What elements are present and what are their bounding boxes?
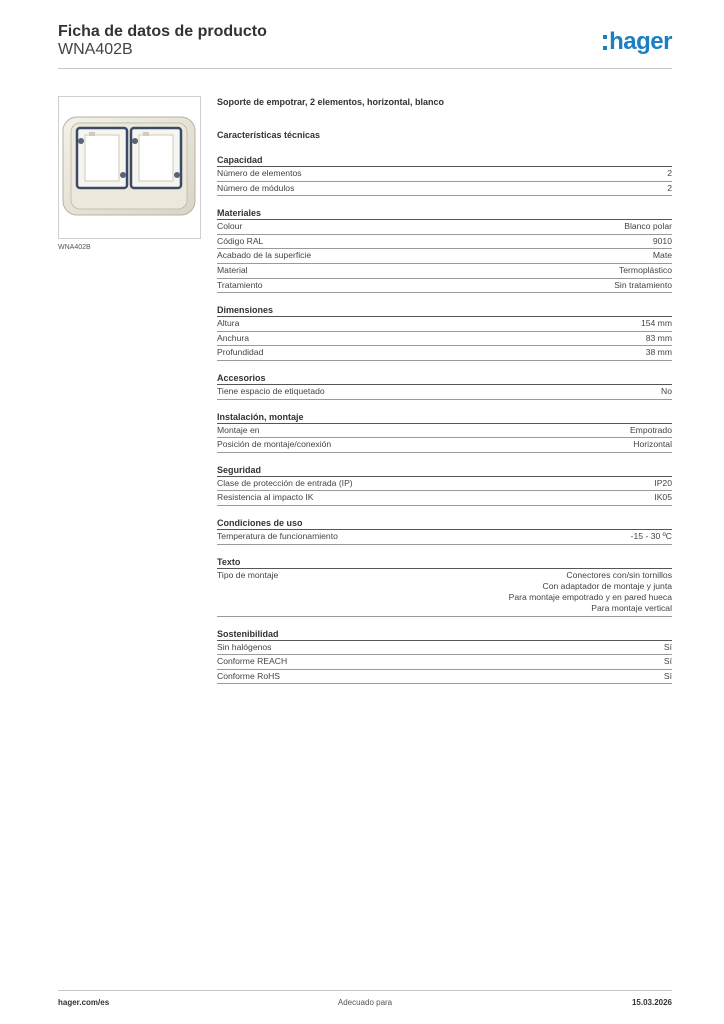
spec-value: 9010 bbox=[652, 235, 672, 246]
spec-content bbox=[217, 96, 672, 694]
spec-row bbox=[217, 641, 672, 656]
spec-label: Temperatura de funcionamiento bbox=[217, 530, 338, 541]
spec-value: Empotrado bbox=[629, 424, 672, 435]
section-title: Texto bbox=[217, 555, 672, 569]
spec-row bbox=[217, 182, 672, 197]
spec-value: Termoplástico bbox=[618, 264, 672, 275]
page-title: Ficha de datos de producto bbox=[58, 23, 267, 40]
spec-value-line: Conectores con/sin tornillos bbox=[566, 569, 672, 580]
footer-suitability: Adecuado para bbox=[337, 998, 393, 1007]
spec-label: Altura bbox=[217, 318, 240, 329]
spec-value: Sí bbox=[663, 641, 672, 652]
spec-section bbox=[217, 371, 672, 400]
spec-label: Sin halógenos bbox=[217, 641, 272, 652]
footer-website: hager.com/es bbox=[58, 998, 110, 1007]
spec-section bbox=[217, 206, 672, 293]
spec-row bbox=[217, 569, 672, 617]
section-title: Condiciones de uso bbox=[217, 516, 672, 530]
spec-label: Número de módulos bbox=[217, 182, 295, 193]
spec-value: IP20 bbox=[654, 477, 672, 488]
spec-value-line: Con adaptador de montaje y junta bbox=[542, 580, 672, 591]
section-title: Accesorios bbox=[217, 371, 672, 385]
spec-section bbox=[217, 410, 672, 453]
spec-value bbox=[509, 569, 672, 616]
spec-row bbox=[217, 491, 672, 506]
spec-label: Tipo de montaje bbox=[217, 569, 279, 580]
spec-row bbox=[217, 279, 672, 294]
spec-row bbox=[217, 530, 672, 545]
spec-label: Montaje en bbox=[217, 424, 260, 435]
spec-label: Colour bbox=[217, 221, 243, 232]
spec-value-line: Para montaje empotrado y en pared hueca bbox=[508, 591, 672, 602]
spec-value: 83 mm bbox=[645, 332, 672, 343]
spec-label: Profundidad bbox=[217, 347, 264, 358]
spec-section bbox=[217, 555, 672, 617]
spec-label: Número de elementos bbox=[217, 168, 302, 178]
mounting-frame-picture bbox=[59, 97, 200, 238]
spec-row bbox=[217, 332, 672, 347]
spec-value: Horizontal bbox=[633, 439, 672, 450]
spec-value: 38 mm bbox=[645, 347, 672, 358]
spec-value: Sí bbox=[663, 656, 672, 667]
logo-colon-icon bbox=[603, 28, 607, 55]
spec-value: Blanco polar bbox=[624, 221, 672, 232]
spec-value: Mate bbox=[652, 250, 672, 261]
spec-row bbox=[217, 424, 672, 439]
spec-label: Conforme RoHS bbox=[217, 670, 281, 681]
spec-value: IK05 bbox=[654, 492, 672, 503]
spec-value: 2 bbox=[667, 182, 672, 193]
spec-section bbox=[217, 153, 672, 196]
spec-label: Resistencia al impacto IK bbox=[217, 492, 314, 503]
tech-heading: Características técnicas bbox=[217, 130, 321, 140]
spec-row bbox=[217, 477, 672, 492]
spec-label: Material bbox=[217, 264, 248, 275]
spec-value-line: Para montaje vertical bbox=[591, 602, 672, 613]
spec-value: 154 mm bbox=[640, 318, 672, 329]
spec-label: Posición de montaje/conexión bbox=[217, 439, 332, 450]
section-title: Capacidad bbox=[217, 153, 672, 167]
spec-label: Código RAL bbox=[217, 235, 264, 246]
spec-row bbox=[217, 385, 672, 400]
hager-logo bbox=[603, 28, 672, 56]
spec-row bbox=[217, 655, 672, 670]
spec-section bbox=[217, 627, 672, 685]
section-title: Instalación, montaje bbox=[217, 410, 672, 424]
spec-value: -15 - 30 ºC bbox=[630, 530, 672, 541]
spec-value: 2 bbox=[667, 168, 672, 178]
product-description: Soporte de empotrar, 2 elementos, horizontal, blanco bbox=[217, 97, 445, 107]
footer-date: 15.03.2026 bbox=[631, 998, 672, 1007]
product-reference: WNA402B bbox=[58, 41, 133, 58]
section-title: Dimensiones bbox=[217, 303, 672, 317]
spec-sections bbox=[217, 153, 672, 684]
spec-row bbox=[217, 670, 672, 685]
spec-value: Sí bbox=[663, 670, 672, 681]
product-image bbox=[58, 96, 201, 239]
section-title: Seguridad bbox=[217, 463, 672, 477]
spec-label: Tiene espacio de etiquetado bbox=[217, 385, 325, 396]
spec-label: Conforme REACH bbox=[217, 656, 288, 667]
spec-row bbox=[217, 167, 672, 182]
header-divider bbox=[58, 68, 672, 69]
spec-row bbox=[217, 438, 672, 453]
footer-divider bbox=[58, 990, 672, 991]
image-caption: WNA402B bbox=[58, 244, 91, 251]
spec-label: Anchura bbox=[217, 332, 250, 343]
spec-section bbox=[217, 463, 672, 506]
spec-row bbox=[217, 317, 672, 332]
section-title: Materiales bbox=[217, 206, 672, 220]
spec-section bbox=[217, 303, 672, 361]
spec-value: No bbox=[661, 385, 672, 396]
spec-value: Sin tratamiento bbox=[614, 279, 672, 290]
spec-label: Clase de protección de entrada (IP) bbox=[217, 477, 353, 488]
section-title: Sostenibilidad bbox=[217, 627, 672, 641]
spec-row bbox=[217, 264, 672, 279]
logo-text: hager bbox=[609, 28, 672, 55]
spec-row bbox=[217, 346, 672, 361]
page-header bbox=[58, 22, 672, 68]
spec-row bbox=[217, 235, 672, 250]
spec-label: Acabado de la superficie bbox=[217, 250, 312, 261]
spec-label: Tratamiento bbox=[217, 279, 263, 290]
spec-section bbox=[217, 516, 672, 545]
spec-row bbox=[217, 249, 672, 264]
spec-row bbox=[217, 220, 672, 235]
